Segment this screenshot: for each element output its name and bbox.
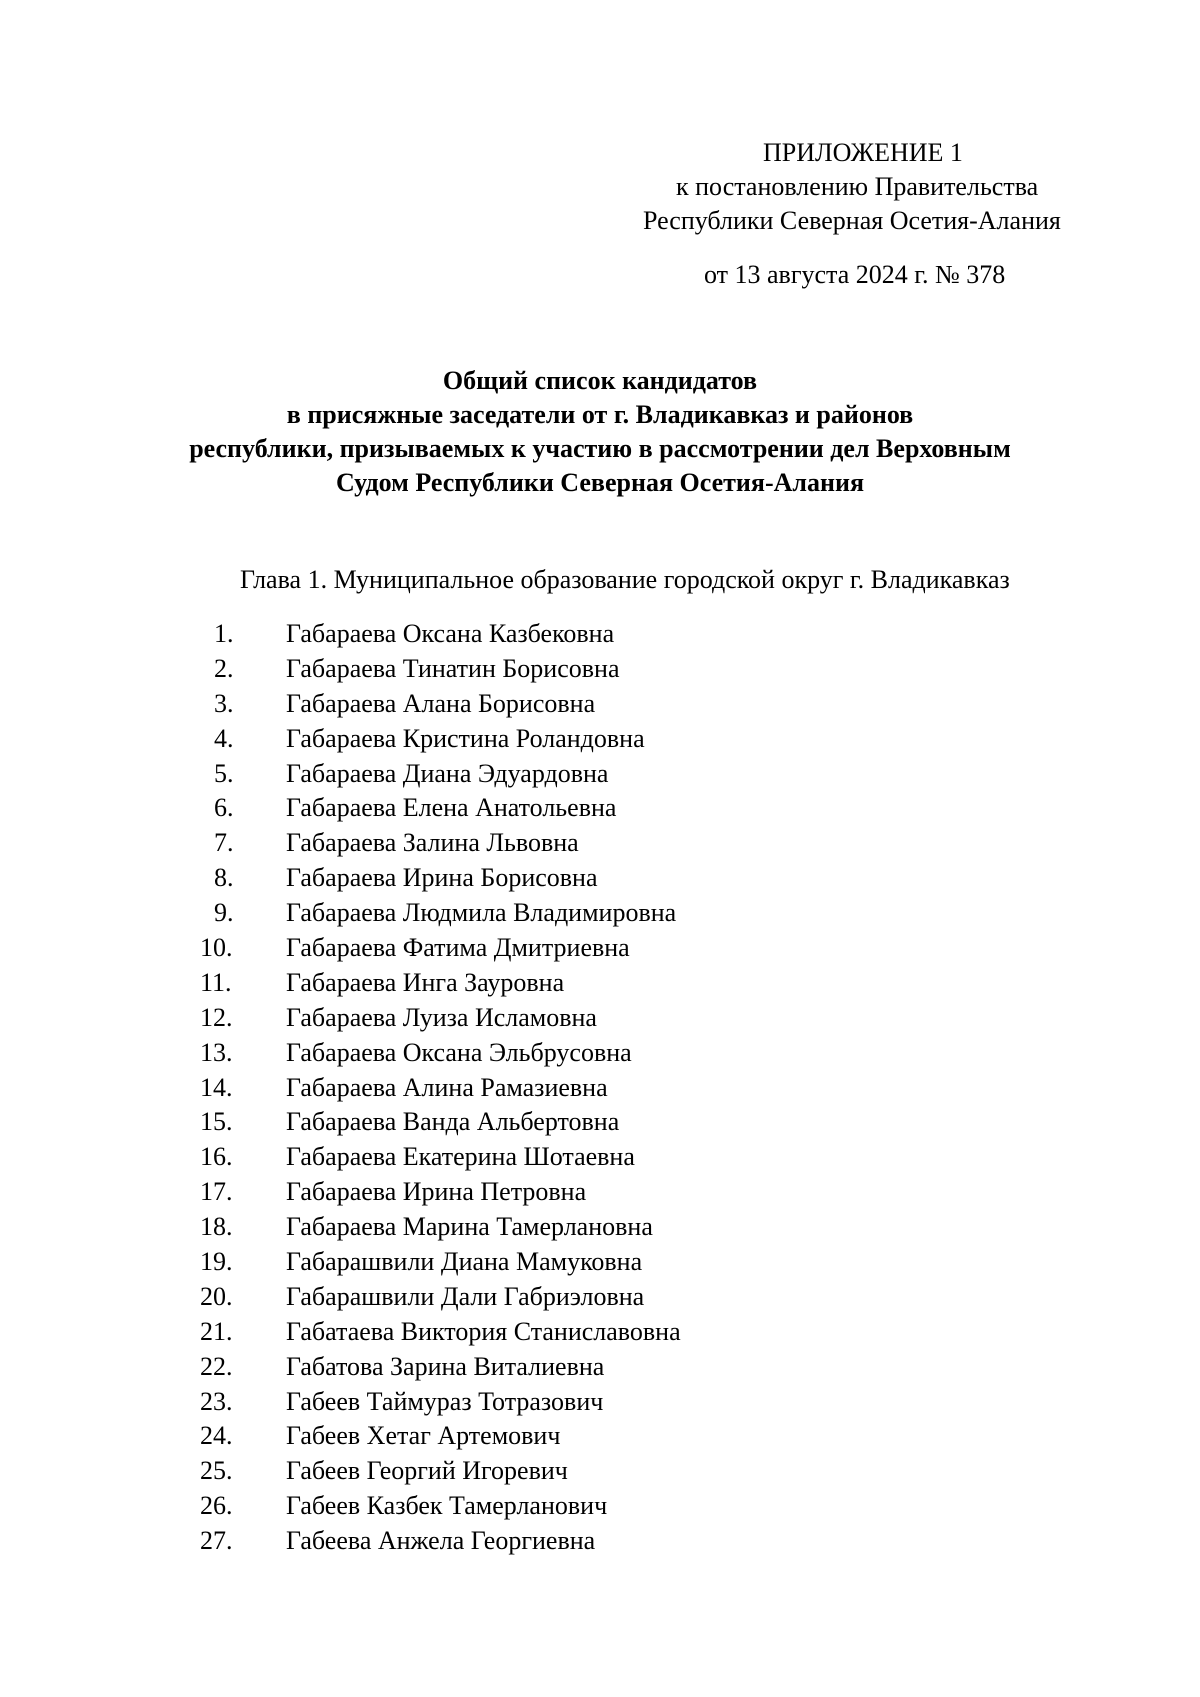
list-item-number: 10.: [200, 933, 233, 963]
list-item-name: Габараева Оксана Казбековна: [286, 619, 615, 648]
list-item: [200, 1140, 1100, 1175]
list-item-name: Габараева Фатима Дмитриевна: [286, 933, 630, 963]
list-item-name: Габарашвили Диана Мамуковна: [286, 1247, 643, 1277]
list-item: [200, 652, 1100, 687]
list-item-number: 21.: [200, 1316, 233, 1346]
list-item: [200, 687, 1100, 722]
list-item-name: Габараева Тинатин Борисовна: [286, 653, 620, 683]
appendix-header: [600, 136, 1120, 292]
list-item: [200, 1489, 1100, 1524]
list-item-number: 14.: [200, 1072, 233, 1102]
list-item: [200, 896, 1100, 931]
list-item-number: 23.: [200, 1386, 233, 1416]
list-item-number: 17.: [200, 1177, 233, 1207]
list-item: [200, 1419, 1100, 1454]
list-item-name: Габараева Елена Анатольевна: [286, 793, 617, 823]
list-item: [200, 1385, 1100, 1420]
list-item-number: 25.: [200, 1456, 233, 1486]
list-item: [200, 1071, 1100, 1106]
list-item-number: 3.: [214, 688, 234, 718]
list-item-name: Габараева Оксана Эльбрусовна: [286, 1037, 632, 1067]
list-item: [200, 1350, 1100, 1385]
list-item-name: Габеев Хетаг Артемович: [286, 1421, 561, 1451]
list-item: [200, 722, 1100, 757]
title-line-4: Судом Республики Северная Осетия-Алания: [335, 468, 865, 497]
list-item: [200, 757, 1100, 792]
list-item: [200, 931, 1100, 966]
list-item-name: Габеев Георгий Игоревич: [286, 1456, 568, 1486]
candidate-list: [200, 617, 1100, 1559]
list-item-name: Габараева Алана Борисовна: [286, 688, 596, 718]
appendix-title: ПРИЛОЖЕНИЕ 1: [763, 138, 963, 167]
list-item-name: Габараева Екатерина Шотаевна: [286, 1142, 635, 1172]
title-line-3: республики, призываемых к участию в рассмотрении дел Верховным: [189, 434, 1011, 463]
list-item-name: Габараева Ирина Петровна: [286, 1177, 587, 1207]
chapter-heading: Глава 1. Муниципальное образование городской округ г. Владикавказ: [240, 565, 1010, 594]
appendix-republic: Республики Северная Осетия-Алания: [643, 206, 1061, 235]
list-item-name: Габатаева Виктория Станиславовна: [286, 1316, 681, 1346]
list-item: [200, 791, 1100, 826]
appendix-date: от 13 августа 2024 г. № 378: [704, 260, 1006, 289]
list-item: [200, 1454, 1100, 1489]
title-line-1: Общий список кандидатов: [442, 366, 758, 395]
list-item: [200, 826, 1100, 861]
list-item-name: Габараева Ванда Альбертовна: [286, 1107, 620, 1137]
list-item-number: 9.: [214, 898, 234, 928]
list-item-number: 7.: [214, 828, 234, 858]
list-item-number: 8.: [214, 863, 234, 893]
list-item-number: 1.: [214, 619, 234, 648]
list-item-name: Габараева Ирина Борисовна: [286, 863, 598, 893]
list-item: [200, 1524, 1100, 1559]
list-item-name: Габараева Алина Рамазиевна: [286, 1072, 608, 1102]
list-item: [200, 1105, 1100, 1140]
list-item-name: Габараева Диана Эдуардовна: [286, 758, 609, 788]
list-item-number: 11.: [200, 967, 232, 997]
list-item: [200, 1175, 1100, 1210]
list-item-number: 27.: [200, 1526, 233, 1556]
list-item-number: 15.: [200, 1107, 233, 1137]
list-item-name: Габараева Кристина Роландовна: [286, 723, 645, 753]
list-item-name: Габараева Инга Зауровна: [286, 967, 565, 997]
list-item: [200, 1036, 1100, 1071]
list-item-name: Габеева Анжела Георгиевна: [286, 1526, 596, 1556]
list-item: [200, 1315, 1100, 1350]
list-item-number: 6.: [214, 793, 234, 823]
list-item: [200, 617, 1100, 652]
list-item-number: 16.: [200, 1142, 233, 1172]
list-item: [200, 1001, 1100, 1036]
list-item-number: 18.: [200, 1212, 233, 1242]
list-item-name: Габеев Казбек Тамерланович: [286, 1491, 608, 1521]
list-item: [200, 1280, 1100, 1315]
list-item-number: 22.: [200, 1351, 233, 1381]
list-item-name: Габарашвили Дали Габриэловна: [286, 1281, 645, 1311]
list-item-number: 20.: [200, 1281, 233, 1311]
list-item-number: 13.: [200, 1037, 233, 1067]
list-item-number: 2.: [214, 653, 234, 683]
list-item: [200, 1245, 1100, 1280]
title-line-2: в присяжные заседатели от г. Владикавказ и районов: [286, 400, 914, 429]
list-item-number: 26.: [200, 1491, 233, 1521]
list-item-number: 4.: [214, 723, 234, 753]
list-item: [200, 966, 1100, 1001]
list-item-number: 24.: [200, 1421, 233, 1451]
list-item-number: 19.: [200, 1247, 233, 1277]
list-item-name: Габараева Людмила Владимировна: [286, 898, 677, 928]
appendix-reference: к постановлению Правительства: [676, 172, 1039, 201]
list-item: [200, 1210, 1100, 1245]
list-item-name: Габатова Зарина Виталиевна: [286, 1351, 605, 1381]
list-item-name: Габараева Марина Тамерлановна: [286, 1212, 653, 1242]
list-item: [200, 861, 1100, 896]
list-item-name: Габеев Таймураз Тотразович: [286, 1386, 604, 1416]
list-item-number: 12.: [200, 1002, 233, 1032]
list-item-name: Габараева Залина Львовна: [286, 828, 579, 858]
document-title: [120, 364, 1080, 500]
list-item-number: 5.: [214, 758, 234, 788]
list-item-name: Габараева Луиза Исламовна: [286, 1002, 597, 1032]
